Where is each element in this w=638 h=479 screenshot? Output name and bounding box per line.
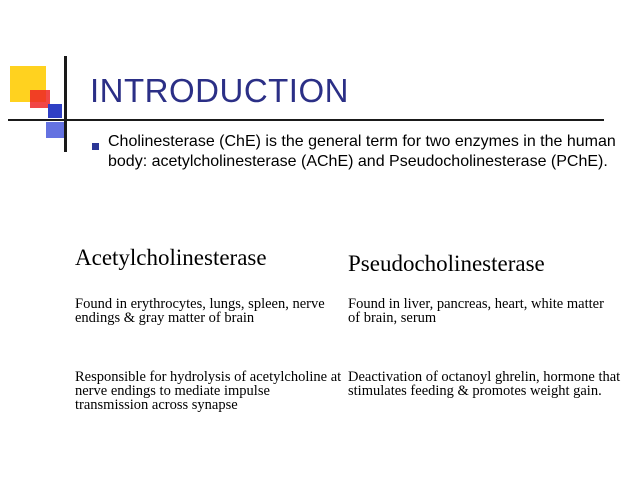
blue-square-decoration-secondary [46,122,66,138]
acetylcholinesterase-heading: Acetylcholinesterase [75,245,267,270]
bullet-square-icon [92,143,99,150]
slide-title: INTRODUCTION [90,72,349,109]
pche-location-text: Found in liver, pancreas, heart, white matter of brain, serum [348,296,604,326]
pseudocholinesterase-heading: Pseudocholinesterase [348,251,545,276]
red-square-decoration [30,90,50,108]
vertical-rule [64,56,67,152]
blue-square-decoration [48,104,62,118]
ache-function-text: Responsible for hydrolysis of acetylcholine at nerve endings to mediate impulse transmission across synapse [75,369,342,413]
ache-location-text: Found in erythrocytes, lungs, spleen, nerve endings & gray matter of brain [75,296,325,326]
intro-bullet-text: Cholinesterase (ChE) is the general term for two enzymes in the human body: acetylcholinesterase (AChE) and Pseudocholinesterase (PChE). [108,133,616,170]
title-underline-rule [8,119,604,121]
pche-function-text: Deactivation of octanoyl ghrelin, hormone that stimulates feeding & promotes weight gain. [348,369,621,399]
